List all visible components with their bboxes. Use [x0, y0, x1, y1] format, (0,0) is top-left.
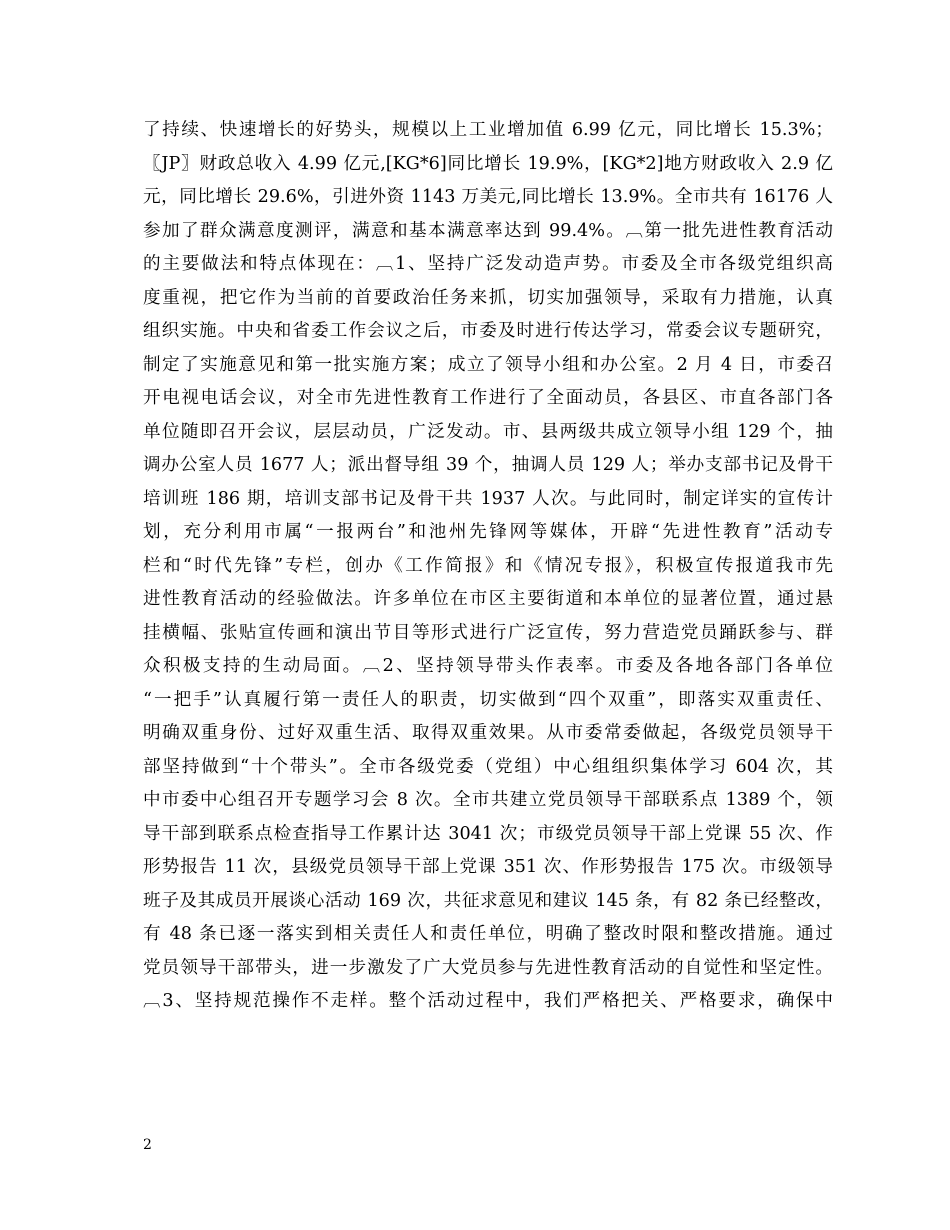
text-line: 组织实施。中央和省委工作会议之后，市委及时进行传达学习，常委会议专题研究， — [143, 321, 833, 341]
text-line: 党员领导干部带头，进一步激发了广大党员参与先进性教育活动的自觉性和坚定性。 — [143, 957, 833, 978]
text-line: 参加了群众满意度测评，满意和基本满意率达到 99.4%。︹第一批先进性教育活动 — [143, 220, 833, 241]
text-line: 进性教育活动的经验做法。许多单位在市区主要街道和本单位的显著位置，通过悬 — [143, 589, 833, 609]
text-line: 开电视电话会议，对全市先进性教育工作进行了全面动员，各县区、市直各部门各 — [143, 388, 833, 408]
text-line: 制定了实施意见和第一批实施方案；成立了领导小组和办公室。2 月 4 日，市委召 — [143, 354, 833, 375]
text-line: 的主要做法和特点体现在：︹1、坚持广泛发动造声势。市委及全市各级党组织高 — [143, 254, 833, 274]
text-line: 调办公室人员 1677 人；派出督导组 39 个，抽调人员 129 人；举办支部书记及骨干 — [143, 455, 833, 475]
text-line: 栏和“时代先锋”专栏，创办《工作简报》和《情况专报》，积极宣传报道我市先 — [143, 555, 833, 576]
text-line: “一把手”认真履行第一责任人的职责，切实做到“四个双重”，即落实双重责任、 — [143, 689, 833, 710]
text-line: 班子及其成员开展谈心活动 169 次，共征求意见和建议 145 条，有 82 条已经整改， — [143, 890, 833, 911]
text-line: ︹3、坚持规范操作不走样。整个活动过程中，我们严格把关、严格要求，确保中 — [143, 991, 833, 1011]
text-line: 元，同比增长 29.6%，引进外资 1143 万美元,同比增长 13.9%。全市共有 16176 人 — [143, 187, 833, 207]
page-number: 2 — [143, 1137, 152, 1153]
text-line: 中市委中心组召开专题学习会 8 次。全市共建立党员领导干部联系点 1389 个，领 — [143, 790, 833, 810]
text-line: 明确双重身份、过好双重生活、取得双重效果。从市委常委做起，各级党员领导干 — [143, 723, 833, 743]
text-line: 有 48 条已逐一落实到相关责任人和责任单位，明确了整改时限和整改措施。通过 — [143, 924, 833, 944]
text-line: 培训班 186 期，培训支部书记及骨干共 1937 人次。与此同时，制定详实的宣传计 — [143, 488, 833, 509]
body-text — [143, 114, 833, 1019]
text-line: 挂横幅、张贴宣传画和演出节目等形式进行广泛宣传，努力营造党员踊跃参与、群 — [143, 622, 833, 643]
text-line: 了持续、快速增长的好势头，规模以上工业增加值 6.99 亿元，同比增长 15.3%； — [143, 120, 833, 140]
text-line: 形势报告 11 次，县级党员领导干部上党课 351 次、作形势报告 175 次。市级领导 — [143, 857, 833, 877]
text-line: 单位随即召开会议，层层动员，广泛发动。市、县两级共成立领导小组 129 个，抽 — [143, 421, 833, 442]
text-line: 〖JP〗财政总收入 4.99 亿元,[KG*6]同比增长 19.9%，[KG*2]地方财政收入 2.9 亿 — [143, 153, 833, 174]
text-line: 众积极支持的生动局面。︹2、坚持领导带头作表率。市委及各地各部门各单位 — [143, 656, 833, 676]
text-line: 度重视，把它作为当前的首要政治任务来抓，切实加强领导，采取有力措施，认真 — [143, 287, 833, 308]
text-line: 部坚持做到“十个带头”。全市各级党委（党组）中心组组织集体学习 604 次，其 — [143, 756, 833, 777]
text-line: 导干部到联系点检查指导工作累计达 3041 次；市级党员领导干部上党课 55 次、作 — [143, 823, 833, 844]
text-line: 划，充分利用市属“一报两台”和池州先锋网等媒体，开辟“先进性教育”活动专 — [143, 522, 833, 542]
